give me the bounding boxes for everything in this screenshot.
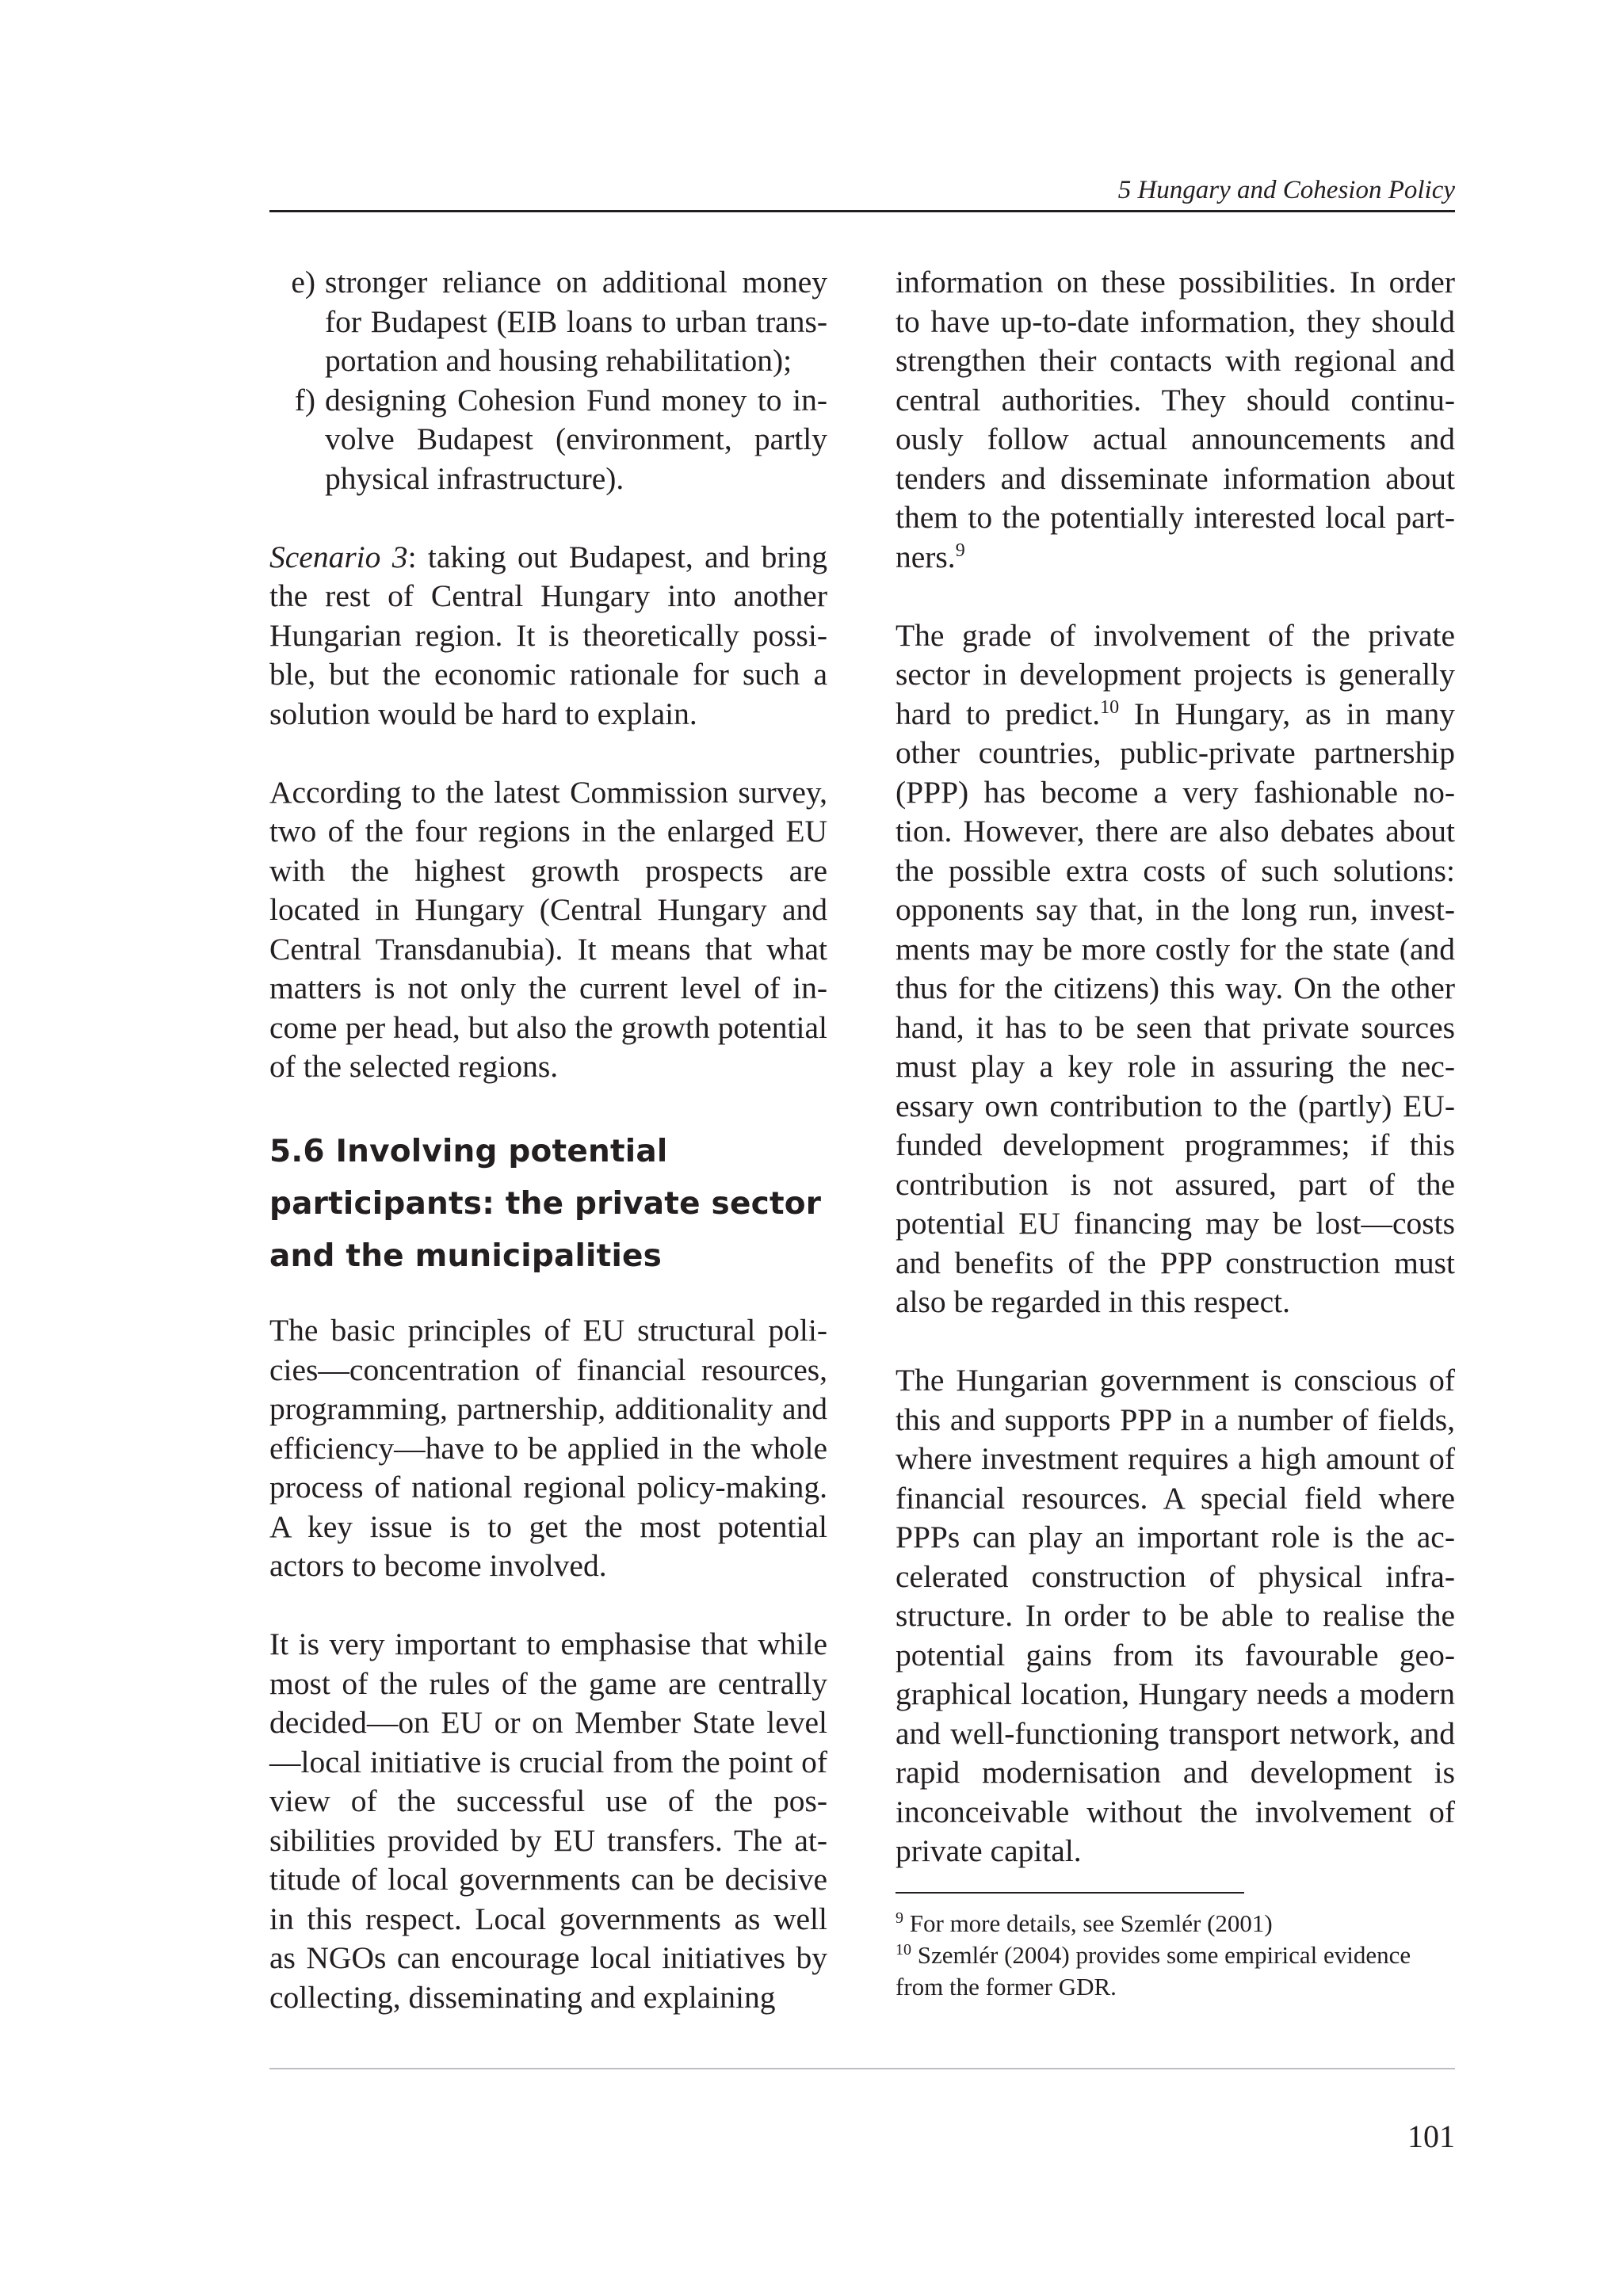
footnote-number: 9 (896, 1909, 903, 1927)
list-item-text: stronger reliance on additional money for Budapest (EIB loans to urban transportation and housing rehabilitation); (325, 265, 827, 378)
paragraph-commission-survey: According to the latest Commission survey, two of the four regions in the enlarged EU with the highest growth prospects are located in Hungary (Central Hungary and Central Transdanubia). It means that what matters is not only the current level of income per head, but also the growth potential of the selected regions. (269, 774, 827, 1084)
paragraph-text: information on these possibilities. In order to have up-to-date information, they should strengthen their contacts with regional and central authorities. They should continuously follow actual announcements and tenders and disseminate information about them to the potentially interested local partners. (896, 265, 1455, 574)
section-heading-line: 5.6 Involving potential (269, 1134, 668, 1169)
list-marker: f) (294, 382, 315, 418)
list-marker: e) (291, 265, 315, 299)
right-column (896, 263, 1455, 1871)
footnote-ref-10: 10 (1100, 696, 1120, 718)
footnote-number: 10 (896, 1941, 911, 1958)
list-item-e (269, 263, 827, 381)
paragraph-information (896, 263, 1455, 577)
running-head: 5 Hungary and Cohesion Policy (1117, 176, 1455, 204)
paragraph-hungarian-government: The Hungarian government is conscious of this and supports PPP in a number of fields, where investment requires a high amount of financial resources. A special field where PPPs can play an important role is the accelerated construction of physical infrastructure. In order to be able to realise the potential gains from its favourable geographical location, Hungary needs a modern and well-functioning transport network, and rapid modernisation and development is inconceivable without the involvement of private capital. (896, 1363, 1455, 1868)
paragraph-private-sector (896, 616, 1455, 1322)
paragraph-basic-principles: The basic principles of EU structural policies—concentration of financial resources, programming, partnership, additionality and efficiency—have to be applied in the whole process of national regional policy-making. A key issue is to get the most potential actors to become involved. (269, 1313, 827, 1583)
footnote-10 (896, 1939, 1455, 2003)
list-item-text: designing Cohesion Fund money to involve Budapest (environment, partly physical infrastructure). (325, 382, 827, 496)
left-column (269, 263, 827, 2017)
footnote-text: For more details, see Szemlér (2001) (903, 1909, 1273, 1937)
section-heading-line: and the municipalities (269, 1238, 663, 1274)
footnote-rule (896, 1892, 1244, 1894)
footnote-ref-9: 9 (955, 540, 965, 561)
paragraph-text: The grade of involvement of the private sector in development projects is generally hard to predict. (896, 617, 1455, 731)
list-item-f (269, 381, 827, 499)
footnote-9 (896, 1908, 1455, 1939)
paragraph-text: In Hungary, as in many other countries, public-private partnership (PPP) has become a very fashionable notion. However, there are also debates about the possible extra costs of such solutions: opponents say that, in the long run, investments may be more costly for the state (and thus for the citizens) this way. On the other hand, it has to be seen that private sources must play a key role in assuring the necessary own contribution to the (partly) EU-funded development programmes; if this contribution is not assured, part of the potential EU financing may be lost—costs and benefits of the PPP construction must also be regarded in this respect. (896, 696, 1455, 1319)
paragraph-scenario-3 (269, 538, 827, 734)
footnotes (896, 1908, 1455, 2003)
section-heading (269, 1126, 827, 1283)
page-number: 101 (1407, 2119, 1455, 2154)
scenario-label: Scenario 3 (269, 539, 408, 574)
footnote-text: Szemlér (2004) provides some empirical evidence from the former GDR. (896, 1941, 1411, 2000)
scenario-text: : taking out Budapest, and bring the rest of Central Hungary into another Hungarian region. It is theoretically possible, but the economic rationale for such a solution would be hard to explain. (269, 539, 827, 731)
header-rule (269, 210, 1455, 212)
paragraph-local-initiative: It is very important to emphasise that while most of the rules of the game are centrally decided—on EU or on Member State level—local initiative is crucial from the point of view of the successful use of the possibilities provided by EU transfers. The attitude of local governments can be decisive in this respect. Local governments as well as NGOs can encourage local initiatives by collecting, disseminating and explaining (269, 1627, 827, 2015)
section-heading-line: participants: the private sector (269, 1186, 822, 1222)
footer-rule (269, 2068, 1455, 2069)
